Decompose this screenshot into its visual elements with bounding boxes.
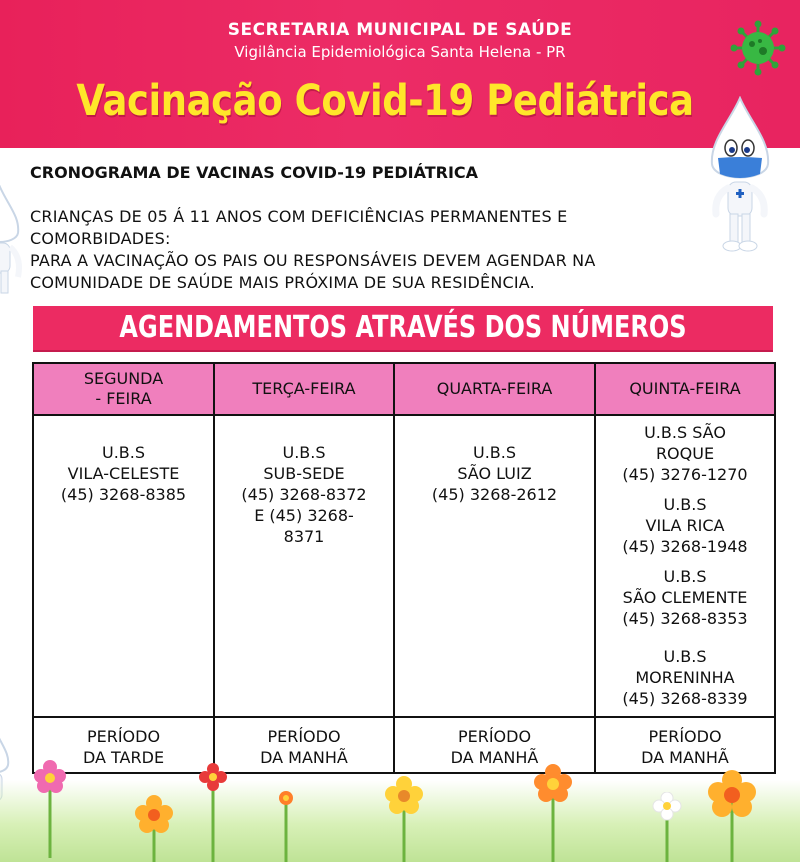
cell-wednesday bbox=[395, 442, 594, 505]
cell-line: U.B.S bbox=[663, 647, 707, 666]
cell-line: SÃO LUIZ bbox=[457, 464, 532, 483]
period-line: DA MANHÃ bbox=[450, 748, 539, 767]
description bbox=[30, 206, 730, 294]
schedule-table bbox=[32, 362, 776, 774]
cell-line: (45) 3268-8372 bbox=[241, 485, 367, 504]
column-divider bbox=[213, 364, 215, 772]
cell-thursday-group-2 bbox=[596, 494, 774, 557]
cell-line: U.B.S bbox=[663, 495, 707, 514]
coronavirus-icon bbox=[730, 20, 786, 76]
cell-line: (45) 3268-1948 bbox=[622, 537, 748, 556]
cell-line: U.B.S SÃO bbox=[644, 423, 726, 442]
cell-thursday-group-4 bbox=[596, 646, 774, 709]
flower-icon bbox=[196, 762, 230, 862]
cell-thursday-group-1 bbox=[596, 422, 774, 485]
cell-line: VILA RICA bbox=[645, 516, 725, 535]
flower-icon bbox=[272, 788, 300, 862]
flower-icon bbox=[134, 795, 174, 862]
header-tuesday bbox=[215, 364, 393, 414]
period-thursday bbox=[596, 726, 774, 768]
period-wednesday bbox=[395, 726, 594, 768]
column-divider bbox=[393, 364, 395, 772]
main-title: Vacinação Covid-19 Pediátrica bbox=[76, 76, 694, 126]
flower-icon bbox=[707, 770, 757, 862]
cell-line: (45) 3276-1270 bbox=[622, 465, 748, 484]
cell-line: U.B.S bbox=[101, 443, 145, 462]
flower-icon bbox=[384, 776, 424, 862]
cell-line: (45) 3268-2612 bbox=[431, 485, 558, 504]
cell-line: ROQUE bbox=[655, 444, 715, 463]
period-line: PERÍODO bbox=[86, 727, 161, 746]
description-line: CRIANÇAS DE 05 Á 11 ANOS COM DEFICIÊNCIAS PERMANENTES E bbox=[30, 207, 568, 226]
cell-line: SÃO CLEMENTE bbox=[622, 588, 748, 607]
cell-line: (45) 3268-8353 bbox=[622, 609, 748, 628]
cell-line: SUB-SEDE bbox=[263, 464, 345, 483]
header-text: QUINTA-FEIRA bbox=[629, 379, 741, 398]
period-line: PERÍODO bbox=[648, 727, 722, 746]
header-wednesday bbox=[395, 364, 594, 414]
org-title: SECRETARIA MUNICIPAL DE SAÚDE bbox=[227, 20, 573, 40]
cell-tuesday bbox=[215, 442, 393, 547]
cell-line: U.B.S bbox=[282, 443, 326, 462]
header-text: - FEIRA bbox=[95, 389, 152, 408]
header-banner bbox=[0, 0, 800, 148]
flower-icon bbox=[652, 792, 682, 862]
flower-icon bbox=[30, 758, 70, 858]
period-line: PERÍODO bbox=[267, 727, 341, 746]
period-line: PERÍODO bbox=[457, 727, 532, 746]
cell-line: (45) 3268-8339 bbox=[622, 689, 748, 708]
description-line: PARA A VACINAÇÃO OS PAIS OU RESPONSÁVEIS DEVEM AGENDAR NA bbox=[30, 251, 596, 270]
ze-gotinha-mascot-partial-icon bbox=[0, 185, 25, 300]
description-line: COMUNIDADE DE SAÚDE MAIS PRÓXIMA DE SUA RESIDÊNCIA. bbox=[30, 273, 535, 292]
cell-line: E (45) 3268- bbox=[254, 506, 354, 525]
cell-line: 8371 bbox=[283, 527, 325, 546]
cell-line: MORENINHA bbox=[635, 668, 735, 687]
period-line: DA TARDE bbox=[82, 748, 165, 767]
period-line: DA MANHÃ bbox=[260, 748, 348, 767]
cell-monday bbox=[34, 442, 213, 505]
banner-text: AGENDAMENTOS ATRAVÉS DOS NÚMEROS bbox=[119, 310, 687, 345]
schedule-title: CRONOGRAMA DE VACINAS COVID-19 PEDIÁTRICA bbox=[30, 163, 479, 182]
cell-line: (45) 3268-8385 bbox=[60, 485, 187, 504]
scheduling-banner bbox=[33, 306, 773, 352]
cell-line: U.B.S bbox=[663, 567, 707, 586]
period-line: DA MANHÃ bbox=[641, 748, 729, 767]
header-monday bbox=[34, 364, 213, 414]
header-text: QUARTA-FEIRA bbox=[436, 379, 553, 398]
description-line: COMORBIDADES: bbox=[30, 229, 171, 248]
header-thursday bbox=[596, 364, 774, 414]
cell-line: U.B.S bbox=[472, 443, 516, 462]
header-text: SEGUNDA bbox=[83, 369, 164, 388]
flower-icon bbox=[533, 764, 573, 862]
cell-line: VILA-CELESTE bbox=[67, 464, 180, 483]
period-tuesday bbox=[215, 726, 393, 768]
header-text: TERÇA-FEIRA bbox=[252, 379, 356, 398]
org-subtitle: Vigilância Epidemiológica Santa Helena - PR bbox=[234, 43, 566, 61]
cell-thursday-group-3 bbox=[596, 566, 774, 629]
